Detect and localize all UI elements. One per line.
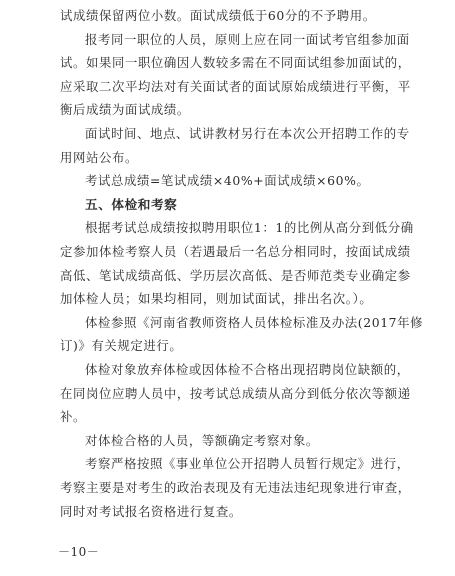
text-line-17: 在同岗位应聘人员中，按考试总成绩从高分到低分依次等额递 [60, 386, 411, 401]
text-line-7: 用网站公布。 [60, 150, 138, 165]
page-number: －10－ [58, 545, 100, 559]
text-line-6: 面试时间、地点、试讲教材另行在本次公开招聘工作的专 [85, 126, 410, 141]
text-line-15: 订)》有关规定进行。 [60, 338, 183, 353]
text-line-14: 体检参照《河南省教师资格人员体检标准及办法(2017年修 [85, 315, 424, 330]
text-line-16: 体检对象放弃体检或因体检不合格出现招聘岗位缺额的， [85, 362, 410, 377]
text-line-13: 加体检人员；如果均相同，则加试面试，排出名次。）。 [60, 291, 373, 306]
text-line-2: 报考同一职位的人员，原则上应在同一面试考官组参加面 [85, 32, 410, 47]
text-line-11: 定参加体检考察人员（若遇最后一名总分相同时，按面试成绩 [60, 244, 411, 259]
text-line-5: 衡后成绩为面试成绩。 [60, 102, 190, 117]
text-line-22: 同时对考试报名资格进行复查。 [60, 504, 242, 519]
text-line-19: 对体检合格的人员，等额确定考察对象。 [85, 433, 319, 448]
text-line-12: 高低、笔试成绩高低、学历层次高低、是否师范类专业确定参 [60, 268, 411, 283]
text-line-21: 考察主要是对考生的政治表现及有无违法违纪现象进行审查， [60, 480, 411, 495]
text-line-8: 考试总成绩=笔试成绩×40%+面试成绩×60%。 [85, 173, 370, 188]
text-line-1: 试成绩保留两位小数。面试成绩低于60分的不予聘用。 [60, 8, 376, 23]
text-line-20: 考察严格按照《事业单位公开招聘人员暂行规定》进行， [85, 456, 410, 471]
text-line-3: 试。如果同一职位确因人数较多需在不同面试组参加面试的， [60, 55, 411, 70]
text-line-4: 应采取二次平均法对有关面试者的面试原始成绩进行平衡，平 [60, 79, 411, 94]
text-line-10: 根据考试总成绩按拟聘用职位1：1的比例从高分到低分确 [85, 220, 414, 235]
text-line-18: 补。 [60, 409, 86, 424]
section-heading-5: 五、体检和考察 [85, 197, 178, 212]
